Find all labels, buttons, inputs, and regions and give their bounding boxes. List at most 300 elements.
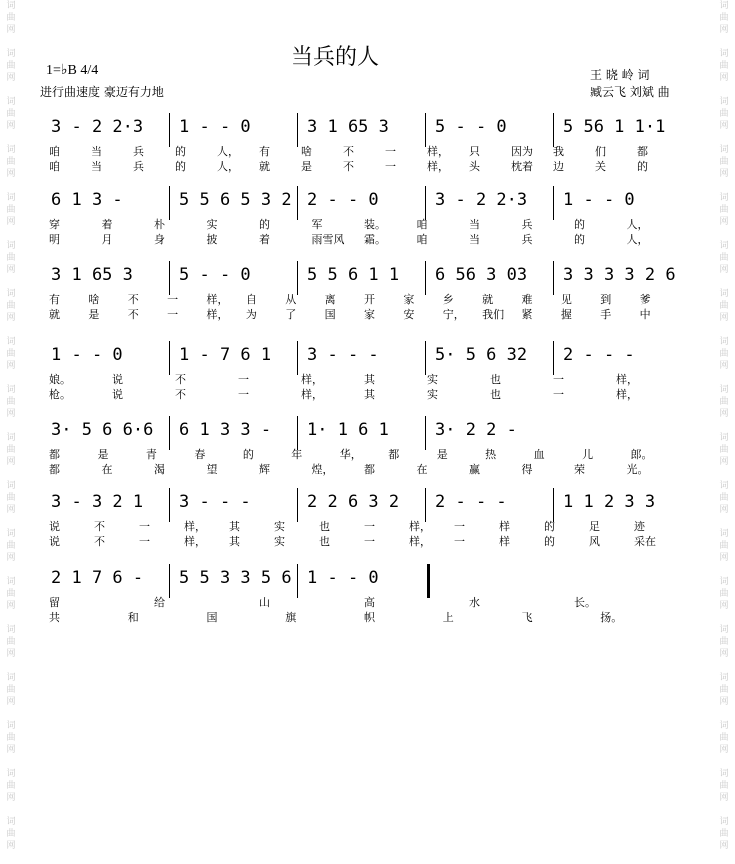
lyric-word: 其: [229, 535, 240, 548]
watermark-gap: [713, 132, 735, 144]
watermark-char: 网: [719, 361, 729, 371]
lyric-word: 咱: [49, 145, 60, 158]
measure: 2 - - -: [563, 345, 635, 365]
watermark-gap: [713, 84, 735, 96]
lyric-word: 其: [364, 388, 375, 401]
lyric-word: 辉: [259, 463, 270, 476]
lyric-word: 华，: [339, 448, 362, 461]
watermark-char: 词: [719, 673, 729, 683]
watermark-char: 词: [719, 1, 729, 11]
watermark-char: 曲: [719, 781, 729, 791]
watermark-char: 词: [719, 577, 729, 587]
measure: 5 5 3 3 5 6: [179, 568, 292, 588]
lyric-word: 都: [388, 448, 400, 461]
measure: 3· 5 6 6·6: [51, 420, 154, 440]
lyric-word: 一: [238, 388, 249, 401]
lyric-word: 不: [343, 160, 354, 173]
bar-line: [297, 416, 298, 450]
watermark-char: 曲: [719, 397, 729, 407]
lyric-word: 飞: [521, 611, 533, 624]
lyric-word: 头: [469, 160, 480, 173]
lyric-word: 兵: [133, 145, 144, 158]
lyric-word: 实: [274, 520, 285, 533]
lyric-word: 不: [175, 388, 186, 401]
lyric-word: 家: [403, 293, 415, 306]
lyric-word: 留: [49, 596, 60, 609]
lyric-word: 赢: [469, 463, 480, 476]
lyric-word: 乡: [442, 293, 454, 306]
lyric-word: 人，: [626, 218, 649, 231]
lyric-word: 在: [416, 463, 428, 476]
lyric-word: 荣: [574, 463, 585, 476]
lyric-word: 得: [521, 463, 533, 476]
lyric-word: 给: [154, 596, 165, 609]
watermark-char: 网: [719, 697, 729, 707]
lyric-word: 不: [175, 373, 186, 386]
lyric-word: 国: [206, 611, 218, 624]
watermark-gap: [0, 708, 22, 720]
watermark-char: 曲: [6, 301, 16, 311]
lyric-word: 因为: [511, 145, 533, 158]
watermark-char: 词: [6, 721, 16, 731]
bar-line: [425, 186, 426, 220]
lyric-word: 雨雪风: [311, 233, 345, 246]
watermark-char: 曲: [6, 493, 16, 503]
lyric-word: 说: [49, 535, 60, 548]
lyric-word: 当: [91, 160, 102, 173]
lyric-word: 也: [319, 520, 330, 533]
lyric-word: 霜。: [364, 233, 386, 246]
watermark-char: 网: [719, 313, 729, 323]
watermark-char: 词: [6, 1, 16, 11]
watermark-gap: [0, 372, 22, 384]
lyric-word: 枕着: [511, 160, 533, 173]
lyric-word: 咱: [49, 160, 60, 173]
lyric-word: 当: [469, 233, 480, 246]
measure: 1 - - 0: [51, 345, 123, 365]
lyric-word: 穿: [49, 218, 60, 231]
lyric-word: 不: [94, 520, 105, 533]
lyric-word: 当: [91, 145, 102, 158]
lyric-word: 军: [311, 218, 323, 231]
watermark-char: 网: [6, 217, 16, 227]
watermark-char: 曲: [6, 781, 16, 791]
measure: 2 - - 0: [307, 190, 379, 210]
measure: 1 - - 0: [179, 117, 251, 137]
watermark-char: 曲: [719, 637, 729, 647]
lyric-word: 月: [101, 233, 113, 246]
lyric-word: 不: [343, 145, 354, 158]
measure: 3 1 65 3: [307, 117, 389, 137]
watermark-char: 词: [6, 193, 16, 203]
lyric-word: 为: [245, 308, 257, 321]
watermark-char: 网: [719, 265, 729, 275]
watermark-char: 词: [6, 673, 16, 683]
watermark-char: 词: [6, 625, 16, 635]
lyric-word: 娘。: [49, 373, 71, 386]
watermark-char: 曲: [719, 589, 729, 599]
bar-line: [169, 488, 170, 522]
watermark-gap: [713, 612, 735, 624]
lyric-word: 难: [521, 293, 533, 306]
lyric-word: 和: [127, 611, 139, 624]
watermark-char: 词: [719, 97, 729, 107]
lyric-word: 手: [600, 308, 612, 321]
watermark-gap: [0, 852, 22, 864]
watermark-char: 曲: [6, 13, 16, 23]
bar-line: [297, 113, 298, 147]
lyric-word: 握: [560, 308, 572, 321]
bar-line: [553, 261, 554, 295]
watermark-char: 词: [6, 241, 16, 251]
watermark-char: 网: [6, 169, 16, 179]
lyric-word: 高: [364, 596, 375, 609]
watermark-gap: [713, 708, 735, 720]
watermark-gap: [0, 180, 22, 192]
watermark-char: 网: [719, 505, 729, 515]
watermark-char: 曲: [6, 349, 16, 359]
watermark-char: 曲: [719, 61, 729, 71]
bar-line: [169, 564, 170, 598]
watermark-char: 曲: [6, 61, 16, 71]
watermark-gap: [0, 228, 22, 240]
watermark-char: 词: [6, 289, 16, 299]
watermark-gap: [0, 804, 22, 816]
watermark-char: 网: [6, 745, 16, 755]
bar-line: [425, 261, 426, 295]
key-signature: 1=♭B 4/4: [46, 63, 99, 78]
lyric-word: 宁，: [442, 308, 465, 321]
watermark-char: 曲: [719, 157, 729, 167]
watermark-char: 词: [719, 385, 729, 395]
watermark-char: 词: [6, 97, 16, 107]
watermark-gap: [713, 420, 735, 432]
measure: 5 5 6 1 1: [307, 265, 400, 285]
watermark-char: 词: [719, 193, 729, 203]
lyric-word: 见: [560, 293, 572, 306]
watermark-char: 网: [6, 505, 16, 515]
watermark-char: 网: [6, 553, 16, 563]
notation-line: [45, 492, 685, 516]
watermark-gap: [713, 276, 735, 288]
lyric-word: 了: [285, 308, 297, 321]
lyric-word: 人，: [626, 233, 649, 246]
measure: 1 - - 0: [563, 190, 635, 210]
watermark-gap: [0, 420, 22, 432]
lyric-word: 中: [639, 308, 651, 321]
lyric-word: 一: [553, 388, 564, 401]
watermark-char: 词: [719, 721, 729, 731]
lyric-word: 说: [112, 388, 123, 401]
lyric-word: 就: [482, 293, 494, 306]
watermark-char: 网: [719, 217, 729, 227]
watermark-char: 曲: [6, 445, 16, 455]
watermark-char: 词: [719, 241, 729, 251]
notation-line: [45, 190, 685, 214]
measure: 3 - - -: [179, 492, 251, 512]
lyric-word: 的: [574, 218, 585, 231]
lyric-word: 儿: [582, 448, 594, 461]
lyric-word: 国: [324, 308, 336, 321]
watermark-gap: [0, 276, 22, 288]
lyric-word: 的: [637, 160, 648, 173]
watermark-char: 网: [719, 121, 729, 131]
lyric-word: 郎。: [630, 448, 653, 461]
lyric-word: 光。: [626, 463, 649, 476]
lyric-word: 爹: [639, 293, 651, 306]
watermark-gap: [0, 324, 22, 336]
bar-line: [297, 186, 298, 220]
lyric-word: 人，: [217, 145, 239, 158]
watermark-char: 词: [719, 817, 729, 827]
measure: 3 - 2 2·3: [51, 117, 144, 137]
lyric-word: 一: [167, 308, 179, 321]
watermark-gap: [713, 804, 735, 816]
lyric-word: 煌，: [311, 463, 334, 476]
lyric-word: 到: [600, 293, 612, 306]
lyric-word: 样，: [427, 145, 449, 158]
lyric-word: 一: [139, 520, 150, 533]
lyric-word: 一: [385, 145, 396, 158]
measure: 1 - 7 6 1: [179, 345, 272, 365]
lyric-word: 也: [319, 535, 330, 548]
watermark-char: 曲: [6, 685, 16, 695]
lyric-word: 迹: [634, 520, 645, 533]
lyric-word: 是: [301, 160, 312, 173]
lyric-word: 样，: [301, 373, 323, 386]
bar-line: [553, 341, 554, 375]
watermark-char: 网: [6, 73, 16, 83]
lyricist-credit: 王 晓 岭 词: [590, 68, 650, 82]
lyric-word: 我们: [482, 308, 505, 321]
bar-line: [553, 488, 554, 522]
lyric-word: 都: [49, 463, 60, 476]
measure: 1· 1 6 1: [307, 420, 389, 440]
lyric-word: 朴: [154, 218, 165, 231]
watermark-char: 网: [719, 457, 729, 467]
watermark-gap: [713, 36, 735, 48]
watermark-char: 曲: [719, 349, 729, 359]
watermark-char: 网: [6, 793, 16, 803]
lyric-word: 青: [145, 448, 157, 461]
watermark-gap: [0, 516, 22, 528]
lyric-word: 样，: [427, 160, 449, 173]
lyric-word: 家: [364, 308, 375, 321]
watermark-gap: [713, 468, 735, 480]
lyric-word: 实: [274, 535, 285, 548]
lyric-word: 一: [385, 160, 396, 173]
lyric-word: 是: [436, 448, 448, 461]
bar-line: [169, 261, 170, 295]
lyric-word: 开: [364, 293, 375, 306]
lyric-word: 不: [127, 308, 139, 321]
watermark-char: 词: [6, 49, 16, 59]
lyric-word: 着: [259, 233, 270, 246]
lyric-word: 在: [101, 463, 113, 476]
lyric-word: 帜: [364, 611, 375, 624]
lyric-word: 风: [589, 535, 600, 548]
watermark-gap: [0, 564, 22, 576]
watermark-char: 词: [6, 481, 16, 491]
notation-line: [45, 420, 685, 444]
lyric-word: 都: [364, 463, 375, 476]
measure: 2 - - -: [435, 492, 507, 512]
watermark-left: [0, 0, 22, 851]
measure: 6 1 3 3 -: [179, 420, 272, 440]
watermark-char: 网: [719, 73, 729, 83]
lyric-word: 的: [242, 448, 254, 461]
lyric-word: 样，: [206, 293, 229, 306]
watermark-char: 词: [719, 289, 729, 299]
composer-credit: 臧云飞 刘斌 曲: [590, 85, 670, 99]
watermark-right: [713, 0, 735, 851]
lyric-word: 实: [206, 218, 218, 231]
watermark-char: 网: [6, 265, 16, 275]
watermark-char: 网: [719, 649, 729, 659]
bar-line: [169, 113, 170, 147]
watermark-char: 网: [6, 649, 16, 659]
lyric-word: 兵: [521, 218, 533, 231]
lyric-word: 的: [175, 145, 186, 158]
lyric-word: 离: [324, 293, 336, 306]
measure: 6 1 3 -: [51, 190, 123, 210]
lyric-word: 样，: [206, 308, 229, 321]
lyric-word: 明: [49, 233, 60, 246]
measure: 5 5 6 5 3 2: [179, 190, 292, 210]
bar-line: [425, 341, 426, 375]
watermark-gap: [713, 228, 735, 240]
watermark-char: 网: [6, 841, 16, 851]
watermark-char: 曲: [719, 685, 729, 695]
watermark-gap: [713, 564, 735, 576]
lyric-word: 从: [285, 293, 297, 306]
bar-line: [169, 416, 170, 450]
lyric-word: 兵: [133, 160, 144, 173]
watermark-char: 曲: [719, 301, 729, 311]
lyric-word: 紧: [521, 308, 533, 321]
watermark-char: 网: [719, 169, 729, 179]
lyric-word: 的: [574, 233, 585, 246]
watermark-char: 曲: [6, 205, 16, 215]
watermark-char: 曲: [6, 253, 16, 263]
lyric-word: 枪。: [49, 388, 71, 401]
watermark-char: 网: [6, 697, 16, 707]
lyric-word: 说: [112, 373, 123, 386]
lyric-word: 实: [427, 373, 438, 386]
notation-line: [45, 345, 685, 369]
lyric-word: 就: [259, 160, 270, 173]
watermark-char: 曲: [719, 733, 729, 743]
watermark-char: 曲: [719, 493, 729, 503]
lyric-word: 望: [206, 463, 218, 476]
lyric-word: 上: [442, 611, 454, 624]
watermark-char: 词: [6, 577, 16, 587]
lyric-word: 也: [490, 373, 501, 386]
song-title: 当兵的人: [291, 45, 380, 70]
lyric-word: 装。: [364, 218, 386, 231]
lyric-word: 是: [88, 308, 100, 321]
bar-line: [553, 113, 554, 147]
measure: 1 - - 0: [307, 568, 379, 588]
notation-line: [45, 265, 685, 289]
watermark-char: 词: [719, 769, 729, 779]
bar-line: [297, 488, 298, 522]
watermark-char: 曲: [6, 733, 16, 743]
lyric-word: 不: [127, 293, 139, 306]
watermark-char: 词: [719, 433, 729, 443]
lyric-word: 自: [245, 293, 257, 306]
lyric-word: 的: [544, 535, 555, 548]
tempo-marking: 进行曲速度 豪迈有力地: [40, 85, 164, 99]
measure: 3 - - -: [307, 345, 379, 365]
measure: 3· 2 2 -: [435, 420, 517, 440]
bar-line: [425, 488, 426, 522]
lyric-word: 一: [454, 535, 465, 548]
lyric-word: 都: [637, 145, 648, 158]
lyric-word: 的: [175, 160, 186, 173]
watermark-char: 词: [719, 145, 729, 155]
lyric-word: 有: [259, 145, 270, 158]
watermark-char: 词: [6, 433, 16, 443]
lyric-word: 共: [49, 611, 60, 624]
measure: 2 2 6 3 2: [307, 492, 400, 512]
watermark-char: 曲: [719, 829, 729, 839]
lyric-word: 山: [259, 596, 270, 609]
lyric-word: 样，: [184, 520, 206, 533]
watermark-gap: [713, 516, 735, 528]
lyric-word: 咱: [416, 218, 428, 231]
measure: 6 56 3 03: [435, 265, 528, 285]
watermark-char: 词: [6, 769, 16, 779]
watermark-char: 曲: [6, 829, 16, 839]
watermark-char: 词: [6, 337, 16, 347]
lyric-word: 啥: [88, 293, 100, 306]
lyric-word: 一: [238, 373, 249, 386]
bar-line: [553, 186, 554, 220]
watermark-char: 曲: [719, 109, 729, 119]
lyric-word: 身: [154, 233, 165, 246]
measure: 3 1 65 3: [51, 265, 133, 285]
lyric-word: 样，: [409, 520, 431, 533]
lyric-word: 一: [364, 520, 375, 533]
lyric-word: 就: [49, 308, 60, 321]
watermark-char: 词: [719, 337, 729, 347]
lyric-word: 兵: [521, 233, 533, 246]
watermark-gap: [713, 324, 735, 336]
watermark-char: 网: [719, 25, 729, 35]
watermark-gap: [713, 852, 735, 864]
lyric-word: 咱: [416, 233, 428, 246]
measure: 5 - - 0: [179, 265, 251, 285]
watermark-char: 网: [719, 601, 729, 611]
watermark-char: 曲: [6, 637, 16, 647]
measure: 5 56 1 1·1: [563, 117, 666, 137]
lyric-word: 一: [167, 293, 179, 306]
measure: 3 - 3 2 1: [51, 492, 144, 512]
watermark-char: 网: [6, 409, 16, 419]
lyric-word: 采在: [634, 535, 656, 548]
lyric-word: 样，: [301, 388, 323, 401]
watermark-char: 曲: [719, 445, 729, 455]
watermark-gap: [0, 612, 22, 624]
watermark-char: 网: [719, 793, 729, 803]
watermark-char: 网: [719, 409, 729, 419]
watermark-char: 词: [719, 481, 729, 491]
lyric-word: 渴: [154, 463, 165, 476]
watermark-char: 网: [6, 313, 16, 323]
lyric-word: 人，: [217, 160, 239, 173]
lyric-word: 长。: [574, 596, 596, 609]
